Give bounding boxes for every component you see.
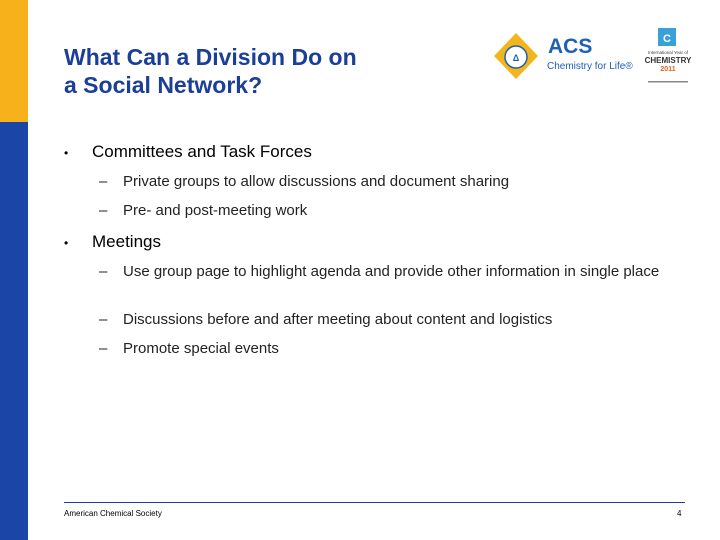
bullet-marker: • (64, 236, 69, 250)
svg-text:C: C (663, 33, 671, 45)
side-accent-blue (0, 122, 28, 540)
slide-title-line-2: a Social Network? (64, 72, 263, 98)
sub-bullet-group-page: Use group page to highlight agenda and provide other information in single place (123, 263, 660, 280)
sub-bullet-special-events: Promote special events (123, 340, 279, 357)
sub-bullet-meeting-work: Pre- and post-meeting work (123, 202, 308, 219)
sub-bullet-marker: – (99, 340, 108, 357)
page-number: 4 (677, 509, 682, 518)
sub-bullet-discussions: Discussions before and after meeting about content and logistics (123, 311, 553, 328)
sub-bullet-marker: – (99, 173, 108, 190)
sub-bullet-private-groups: Private groups to allow discussions and document sharing (123, 173, 510, 190)
bullet-meetings: Meetings (92, 232, 161, 251)
side-accent-yellow (0, 0, 28, 122)
iyc-logo-line1: International Year of (647, 50, 689, 55)
iyc-2011-logo (642, 28, 694, 86)
sub-bullet-marker: – (99, 311, 108, 328)
bullet-marker: • (64, 146, 69, 160)
acs-logo-name: ACS (548, 35, 593, 58)
slide-title (64, 43, 444, 99)
iyc-logo-fineprint (648, 81, 688, 83)
bullet-committees: Committees and Task Forces (92, 142, 312, 161)
iyc-logo-year: 2011 (660, 66, 676, 73)
acs-logo-tagline: Chemistry for Life® (547, 61, 633, 72)
acs-logo (492, 31, 633, 81)
footer-organization: American Chemical Society (64, 509, 162, 518)
sub-bullet-marker: – (99, 263, 108, 280)
svg-text:Δ: Δ (512, 53, 520, 63)
slide-title-line-1: What Can a Division Do on (64, 44, 357, 70)
sub-bullet-marker: – (99, 202, 108, 219)
iyc-logo-line2: CHEMISTRY (644, 56, 692, 65)
footer-divider (64, 502, 685, 503)
